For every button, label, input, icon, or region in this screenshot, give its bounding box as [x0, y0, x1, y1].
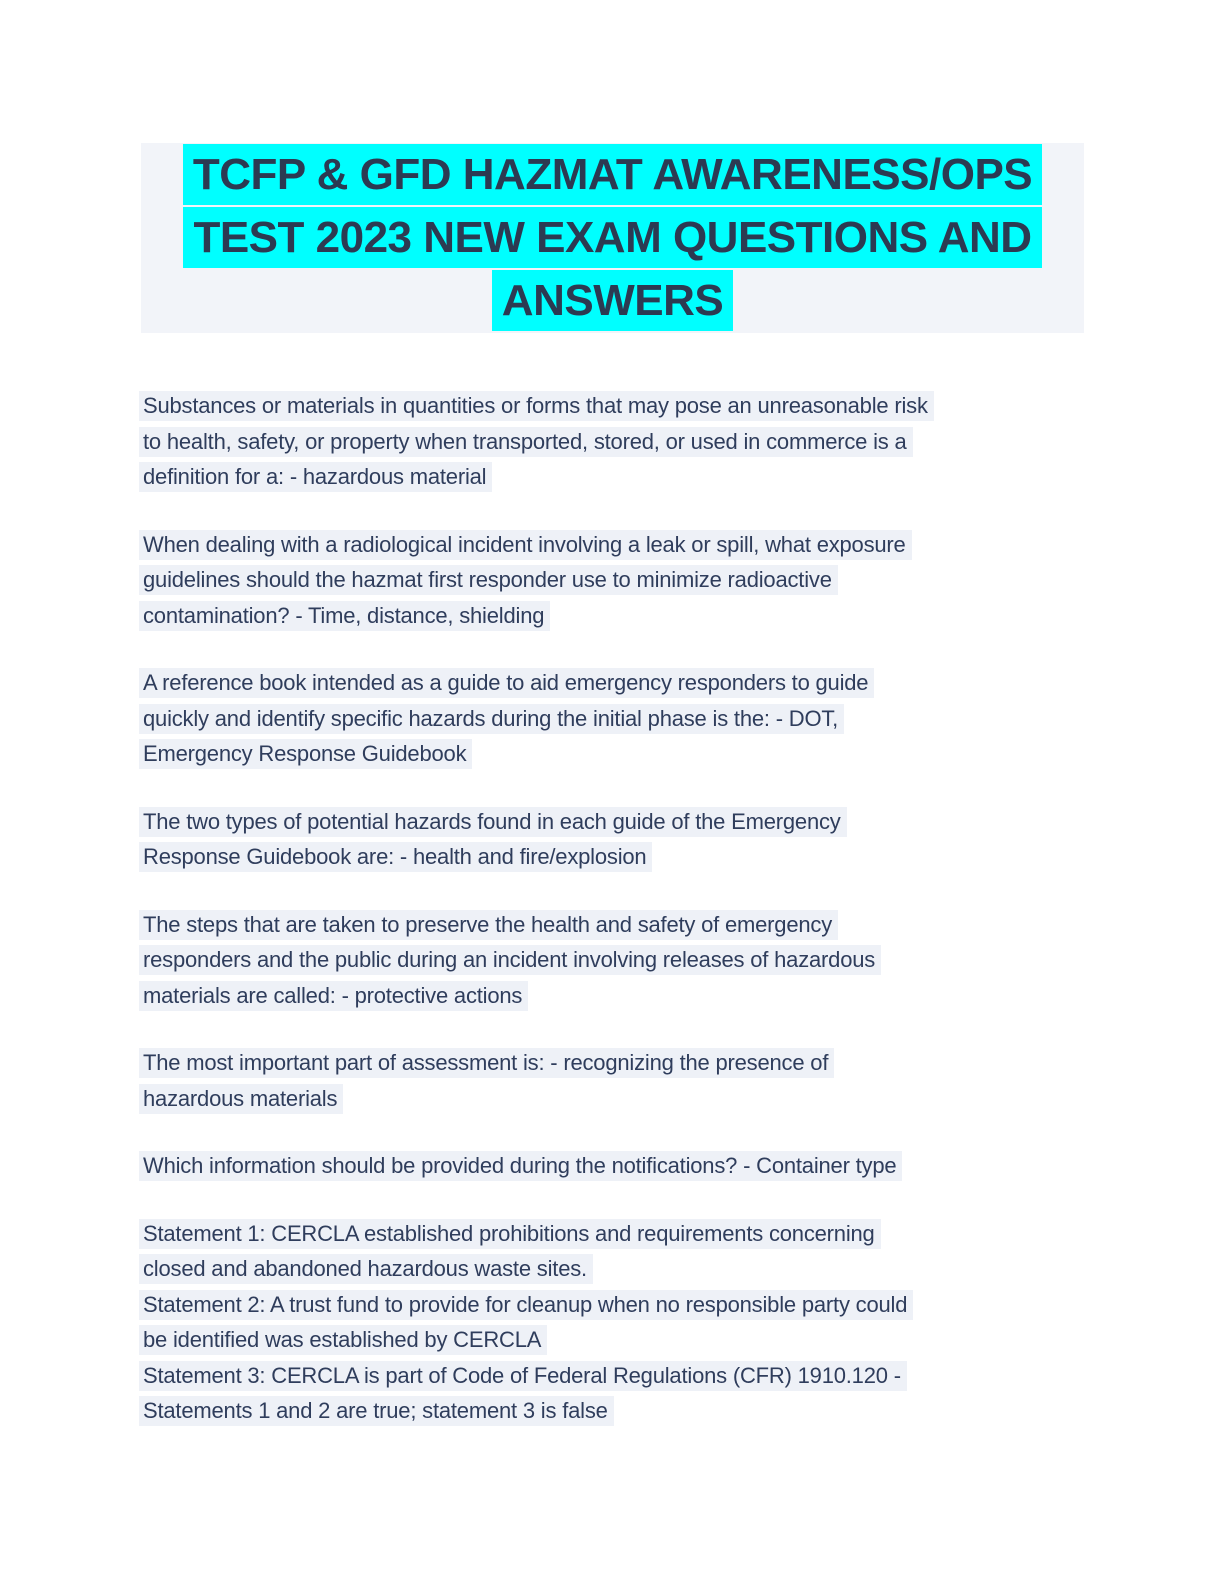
paragraph-line: closed and abandoned hazardous waste sites. [139, 1251, 1099, 1287]
paragraph-line: Emergency Response Guidebook [139, 736, 1099, 772]
page-title-line [141, 269, 1084, 332]
paragraph-line: The two types of potential hazards found in each guide of the Emergency [139, 804, 1099, 840]
page-title-line [141, 143, 1084, 206]
paragraph-line: be identified was established by CERCLA [139, 1322, 1099, 1358]
paragraph-line: Statement 3: CERCLA is part of Code of Federal Regulations (CFR) 1910.120 - [139, 1358, 1099, 1394]
qa-paragraph-4 [139, 804, 1099, 875]
paragraph-line: Statements 1 and 2 are true; statement 3 is false [139, 1393, 1099, 1429]
paragraph-line: Which information should be provided during the notifications? - Container type [139, 1148, 1099, 1184]
qa-paragraph-8 [139, 1216, 1099, 1429]
page-title-line [141, 206, 1084, 269]
paragraph-line: hazardous materials [139, 1081, 1099, 1117]
paragraph-line: The most important part of assessment is: - recognizing the presence of [139, 1045, 1099, 1081]
title-block [141, 143, 1084, 333]
paragraph-line: Response Guidebook are: - health and fire/explosion [139, 839, 1099, 875]
paragraph-line: materials are called: - protective actions [139, 978, 1099, 1014]
paragraph-line: definition for a: - hazardous material [139, 459, 1099, 495]
paragraph-line: Statement 2: A trust fund to provide for cleanup when no responsible party could [139, 1287, 1099, 1323]
qa-paragraph-3 [139, 665, 1099, 772]
qa-paragraph-5 [139, 907, 1099, 1014]
paragraph-line: A reference book intended as a guide to aid emergency responders to guide [139, 665, 1099, 701]
paragraph-line: When dealing with a radiological incident involving a leak or spill, what exposure [139, 527, 1099, 563]
page-title-text: TEST 2023 NEW EXAM QUESTIONS AND [183, 207, 1041, 268]
document-body [139, 388, 1099, 1461]
paragraph-line: responders and the public during an incident involving releases of hazardous [139, 942, 1099, 978]
qa-paragraph-2 [139, 527, 1099, 634]
paragraph-line: contamination? - Time, distance, shielding [139, 598, 1099, 634]
paragraph-line: to health, safety, or property when transported, stored, or used in commerce is a [139, 424, 1099, 460]
qa-paragraph-7 [139, 1148, 1099, 1184]
qa-paragraph-1 [139, 388, 1099, 495]
paragraph-line: Substances or materials in quantities or forms that may pose an unreasonable risk [139, 388, 1099, 424]
paragraph-line: quickly and identify specific hazards during the initial phase is the: - DOT, [139, 701, 1099, 737]
page-title-text: TCFP & GFD HAZMAT AWARENESS/OPS [183, 144, 1042, 205]
page-title-text: ANSWERS [492, 270, 733, 331]
qa-paragraph-6 [139, 1045, 1099, 1116]
paragraph-line: guidelines should the hazmat first responder use to minimize radioactive [139, 562, 1099, 598]
paragraph-line: The steps that are taken to preserve the health and safety of emergency [139, 907, 1099, 943]
paragraph-line: Statement 1: CERCLA established prohibitions and requirements concerning [139, 1216, 1099, 1252]
